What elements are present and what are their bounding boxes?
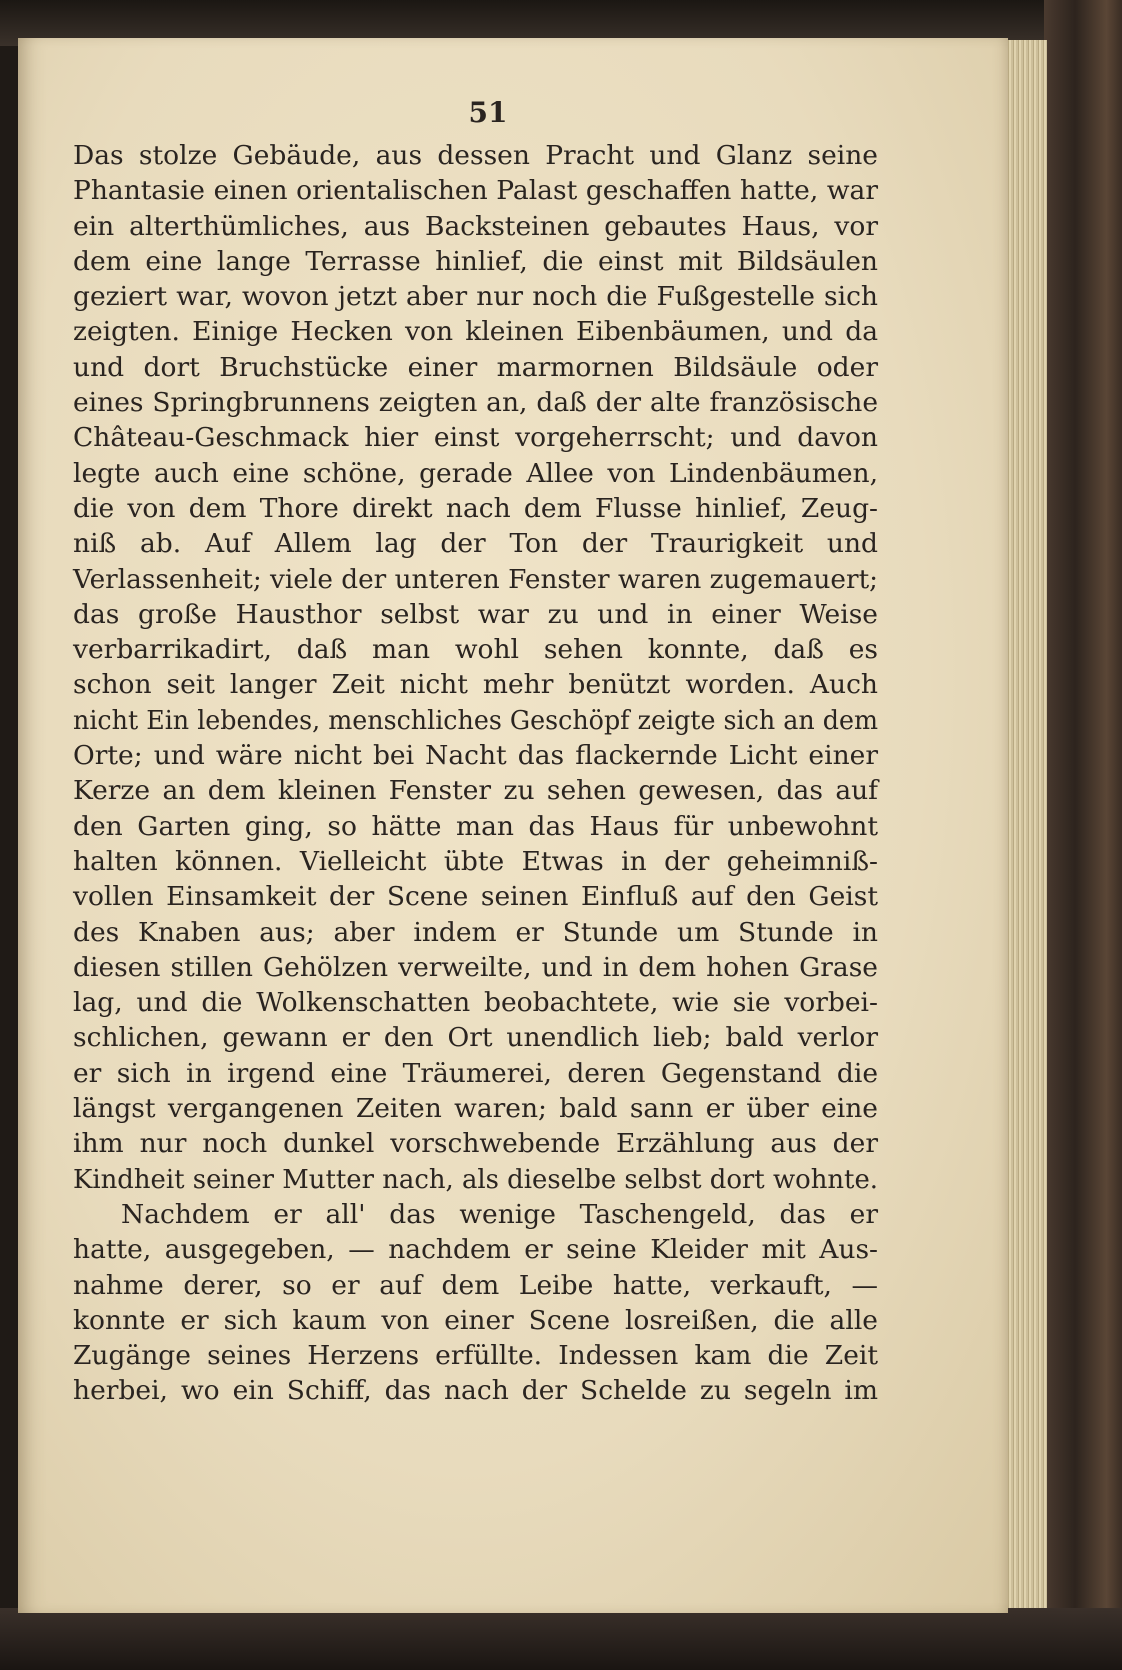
- text-line: diesen stillen Gehölzen verweilte, und in dem hohen Grase: [73, 951, 878, 983]
- text-line: Verlassenheit; viele der unteren Fenster waren zugemauert;: [73, 563, 878, 595]
- text-line: Orte; und wäre nicht bei Nacht das flackernde Licht einer: [73, 740, 878, 772]
- body-text: [73, 138, 878, 1409]
- text-line: längst vergangenen Zeiten waren; bald sann er über eine: [73, 1093, 878, 1125]
- text-line: zeigten. Einige Hecken von kleinen Eibenbäumen, und da: [73, 316, 878, 348]
- book-cover-bottom: [0, 1608, 1122, 1670]
- book-page: [18, 38, 1008, 1613]
- text-line: des Knaben aus; aber indem er Stunde um Stunde in: [73, 916, 878, 948]
- text-line: eines Springbrunnens zeigten an, daß der alte französische: [73, 387, 878, 419]
- text-line: ihm nur noch dunkel vorschwebende Erzählung aus der: [73, 1128, 878, 1160]
- text-line: niß ab. Auf Allem lag der Ton der Traurigkeit und: [73, 528, 878, 560]
- text-line: Das stolze Gebäude, aus dessen Pracht und Glanz seine: [73, 140, 878, 171]
- text-line: ein alterthümliches, aus Backsteinen gebautes Haus, vor: [73, 210, 878, 242]
- text-line: das große Hausthor selbst war zu und in einer Weise: [73, 598, 878, 630]
- text-line: nahme derer, so er auf dem Leibe hatte, verkauft, —: [73, 1269, 878, 1301]
- text-line: verbarrikadirt, daß man wohl sehen konnte, daß es: [73, 634, 878, 666]
- text-line: herbei, wo ein Schiff, das nach der Schelde zu segeln im: [73, 1375, 878, 1407]
- book-cover-right: [1044, 0, 1122, 1670]
- text-line: Phantasie einen orientalischen Palast geschaffen hatte, war: [73, 175, 878, 207]
- text-line: nicht Ein lebendes, menschliches Geschöpf zeigte sich an dem: [73, 704, 878, 736]
- page-number: 51: [468, 96, 508, 129]
- text-line: schlichen, gewann er den Ort unendlich lieb; bald verlor: [73, 1022, 878, 1054]
- text-line: geziert war, wovon jetzt aber nur noch die Fußgestelle sich: [73, 281, 878, 313]
- text-line: dem eine lange Terrasse hinlief, die einst mit Bildsäulen: [73, 245, 878, 277]
- text-line: konnte er sich kaum von einer Scene losreißen, die alle: [73, 1304, 878, 1336]
- text-line: er sich in irgend eine Träumerei, deren Gegenstand die: [73, 1057, 878, 1089]
- text-line: Château-Geschmack hier einst vorgeherrscht; und davon: [73, 422, 878, 454]
- text-line: schon seit langer Zeit nicht mehr benützt worden. Auch: [73, 669, 878, 701]
- text-line: Kerze an dem kleinen Fenster zu sehen gewesen, das auf: [73, 775, 878, 807]
- text-line: den Garten ging, so hätte man das Haus für unbewohnt: [73, 810, 878, 842]
- text-line: vollen Einsamkeit der Scene seinen Einfluß auf den Geist: [73, 881, 878, 913]
- text-line: Kindheit seiner Mutter nach, als dieselbe selbst dort wohnte.: [73, 1163, 878, 1195]
- text-line: halten können. Vielleicht übte Etwas in der geheimniß-: [73, 845, 878, 877]
- text-line: Zugänge seines Herzens erfüllte. Indessen kam die Zeit: [73, 1340, 878, 1372]
- text-line: lag, und die Wolkenschatten beobachtete, wie sie vorbei-: [73, 987, 878, 1019]
- text-line: legte auch eine schöne, gerade Allee von Lindenbäumen,: [73, 457, 878, 489]
- text-line: und dort Bruchstücke einer marmornen Bildsäule oder: [73, 351, 878, 383]
- text-line: hatte, ausgegeben, — nachdem er seine Kleider mit Aus-: [73, 1234, 878, 1266]
- text-line: die von dem Thore direkt nach dem Flusse hinlief, Zeug-: [73, 492, 878, 524]
- text-line: Nachdem er all' das wenige Taschengeld, das er: [121, 1198, 878, 1230]
